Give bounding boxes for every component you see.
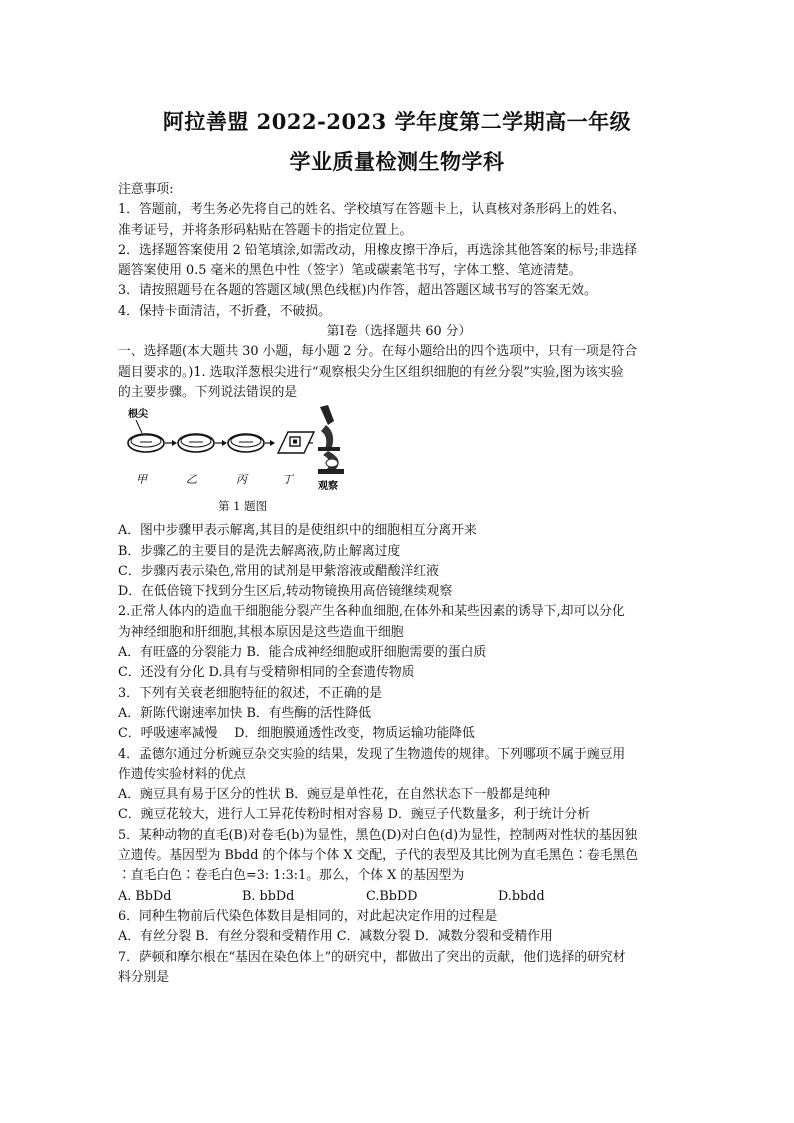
step-label-jia: 甲 bbox=[136, 473, 147, 487]
section-intro: 一、选择题(本大题共 30 小题，每小题 2 分。在每小题给出的四个选项中，只有一项是符合 bbox=[118, 344, 638, 360]
step-label-yi: 乙 bbox=[186, 473, 197, 487]
q3-stem: 3．下列有关衰老细胞特征的叙述，不正确的是 bbox=[118, 685, 383, 701]
q1-option-b: B．步骤乙的主要目的是洗去解离液,防止解离过度 bbox=[118, 543, 401, 559]
step-label-bing: 丙 bbox=[236, 473, 247, 487]
q2-stem: 2.正常人体内的造血干细胞能分裂产生各种血细胞,在体外和某些因素的诱导下,却可以分化 bbox=[118, 604, 625, 620]
q1-option-d: D．在低倍镜下找到分生区后,转动物镜换用高倍镜继续观察 bbox=[118, 584, 453, 600]
q4-options: C．豌豆花较大，进行人工异花传粉时相对容易 D．豌豆子代数量多，利于统计分析 bbox=[118, 807, 591, 823]
notice-line: 2．选择题答案使用 2 铅笔填涂,如需改动，用橡皮擦干净后，再选涂其他答案的标号;非选择 bbox=[118, 242, 638, 258]
experiment-figure bbox=[118, 403, 680, 521]
q4-stem: 作遗传实验材料的优点 bbox=[118, 766, 246, 782]
q2-options: A．有旺盛的分裂能力 B．能合成神经细胞或肝细胞需要的蛋白质 bbox=[118, 645, 487, 661]
notice-line: 3．请按照题号在各题的答题区域(黑色线框)内作答，超出答题区域书写的答案无效。 bbox=[118, 283, 597, 299]
q5-option-d: D.bbdd bbox=[498, 888, 545, 904]
notice-line: 题答案使用 0.5 毫米的黑色中性（签字）笔或碳素笔书写，字体工整、笔迹清楚。 bbox=[118, 263, 582, 279]
q2-options: C．还没有分化 D.具有与受精卵相同的全套遗传物质 bbox=[118, 665, 415, 681]
q4-stem: 4．孟德尔通过分析豌豆杂交实验的结果，发现了生物遗传的规律。下列哪项不属于豌豆用 bbox=[118, 746, 626, 762]
dish-yi bbox=[178, 434, 214, 452]
q5-option-b: B. bbDd bbox=[242, 888, 295, 904]
section-intro: 的主要步骤。下列说法错误的是 bbox=[118, 384, 298, 400]
step-label-ding: 丁 bbox=[282, 473, 293, 487]
q5-stem: 立遗传。基因型为 Bbdd 的个体与个体 X 交配，子代的表型及其比例为直毛黑色∶卷毛黑色 bbox=[118, 848, 639, 864]
q5-option-a: A. BbDd bbox=[118, 888, 172, 904]
section-title: 第Ⅰ卷（选择题共 60 分） bbox=[326, 324, 472, 340]
root-tip-label: 根尖 bbox=[128, 409, 148, 421]
q7-stem: 料分别是 bbox=[118, 969, 170, 985]
notice-line: 4．保持卡面清洁，不折叠，不破损。 bbox=[118, 303, 331, 319]
dish-bing bbox=[228, 434, 264, 452]
figure-caption: 第 1 题图 bbox=[218, 499, 268, 514]
notice-heading: 注意事项: bbox=[118, 182, 174, 197]
notice-line: 准考证号，并将条形码粘贴在答题卡的指定位置上。 bbox=[118, 222, 413, 238]
q1-option-c: C．步骤丙表示染色,常用的试剂是甲紫溶液或醋酸洋红液 bbox=[118, 563, 439, 579]
exam-subtitle: 学业质量检测生物学科 bbox=[289, 149, 505, 174]
section-intro: 题目要求的。)1. 选取洋葱根尖进行“观察根尖分生区组织细胞的有丝分裂”实验,图为该实验 bbox=[118, 364, 624, 380]
q4-options: A．豌豆具有易于区分的性状 B．豌豆是单性花，在自然状态下一般都是纯种 bbox=[118, 787, 551, 803]
q5-options bbox=[118, 887, 680, 907]
q1-option-a: A．图中步骤甲表示解离,其目的是使组织中的细胞相互分离开来 bbox=[118, 523, 477, 539]
q7-stem: 7．萨顿和摩尔根在“基因在染色体上”的研究中，都做出了突出的贡献，他们选择的研究材 bbox=[118, 949, 626, 965]
experiment-steps-diagram bbox=[122, 403, 352, 495]
q6-options: A．有丝分裂 B．有丝分裂和受精作用 C．减数分裂 D．减数分裂和受精作用 bbox=[118, 929, 553, 945]
microscope-icon bbox=[318, 405, 344, 474]
q3-options: A．新陈代谢速率加快 B．有些酶的活性降低 bbox=[118, 705, 372, 721]
q2-stem: 为神经细胞和肝细胞,其根本原因是这些造血干细胞 bbox=[118, 624, 404, 640]
q3-options: C．呼吸速率减慢 D．细胞膜通透性改变，物质运输功能降低 bbox=[118, 726, 475, 742]
dish-jia bbox=[128, 434, 164, 452]
notice-line: 1．答题前，考生务必先将自己的姓名、学校填写在答题卡上，认真核对条形码上的姓名、 bbox=[118, 202, 626, 218]
exam-body bbox=[118, 180, 680, 988]
q5-stem: ∶直毛白色∶卷毛白色=3: 1:3:1。那么，个体 X 的基因型为 bbox=[118, 868, 465, 884]
q5-stem: 5．某种动物的直毛(B)对卷毛(b)为显性，黑色(D)对白色(d)为显性，控制两对性状的基因独 bbox=[118, 827, 638, 843]
exam-title: 阿拉善盟 2022-2023 学年度第二学期高一年级 bbox=[162, 109, 632, 134]
observe-label: 观察 bbox=[318, 481, 338, 493]
q5-option-c: C.BbDD bbox=[366, 888, 418, 904]
q6-stem: 6．同种生物前后代染色体数目是相同的，对此起决定作用的过程是 bbox=[118, 908, 498, 924]
